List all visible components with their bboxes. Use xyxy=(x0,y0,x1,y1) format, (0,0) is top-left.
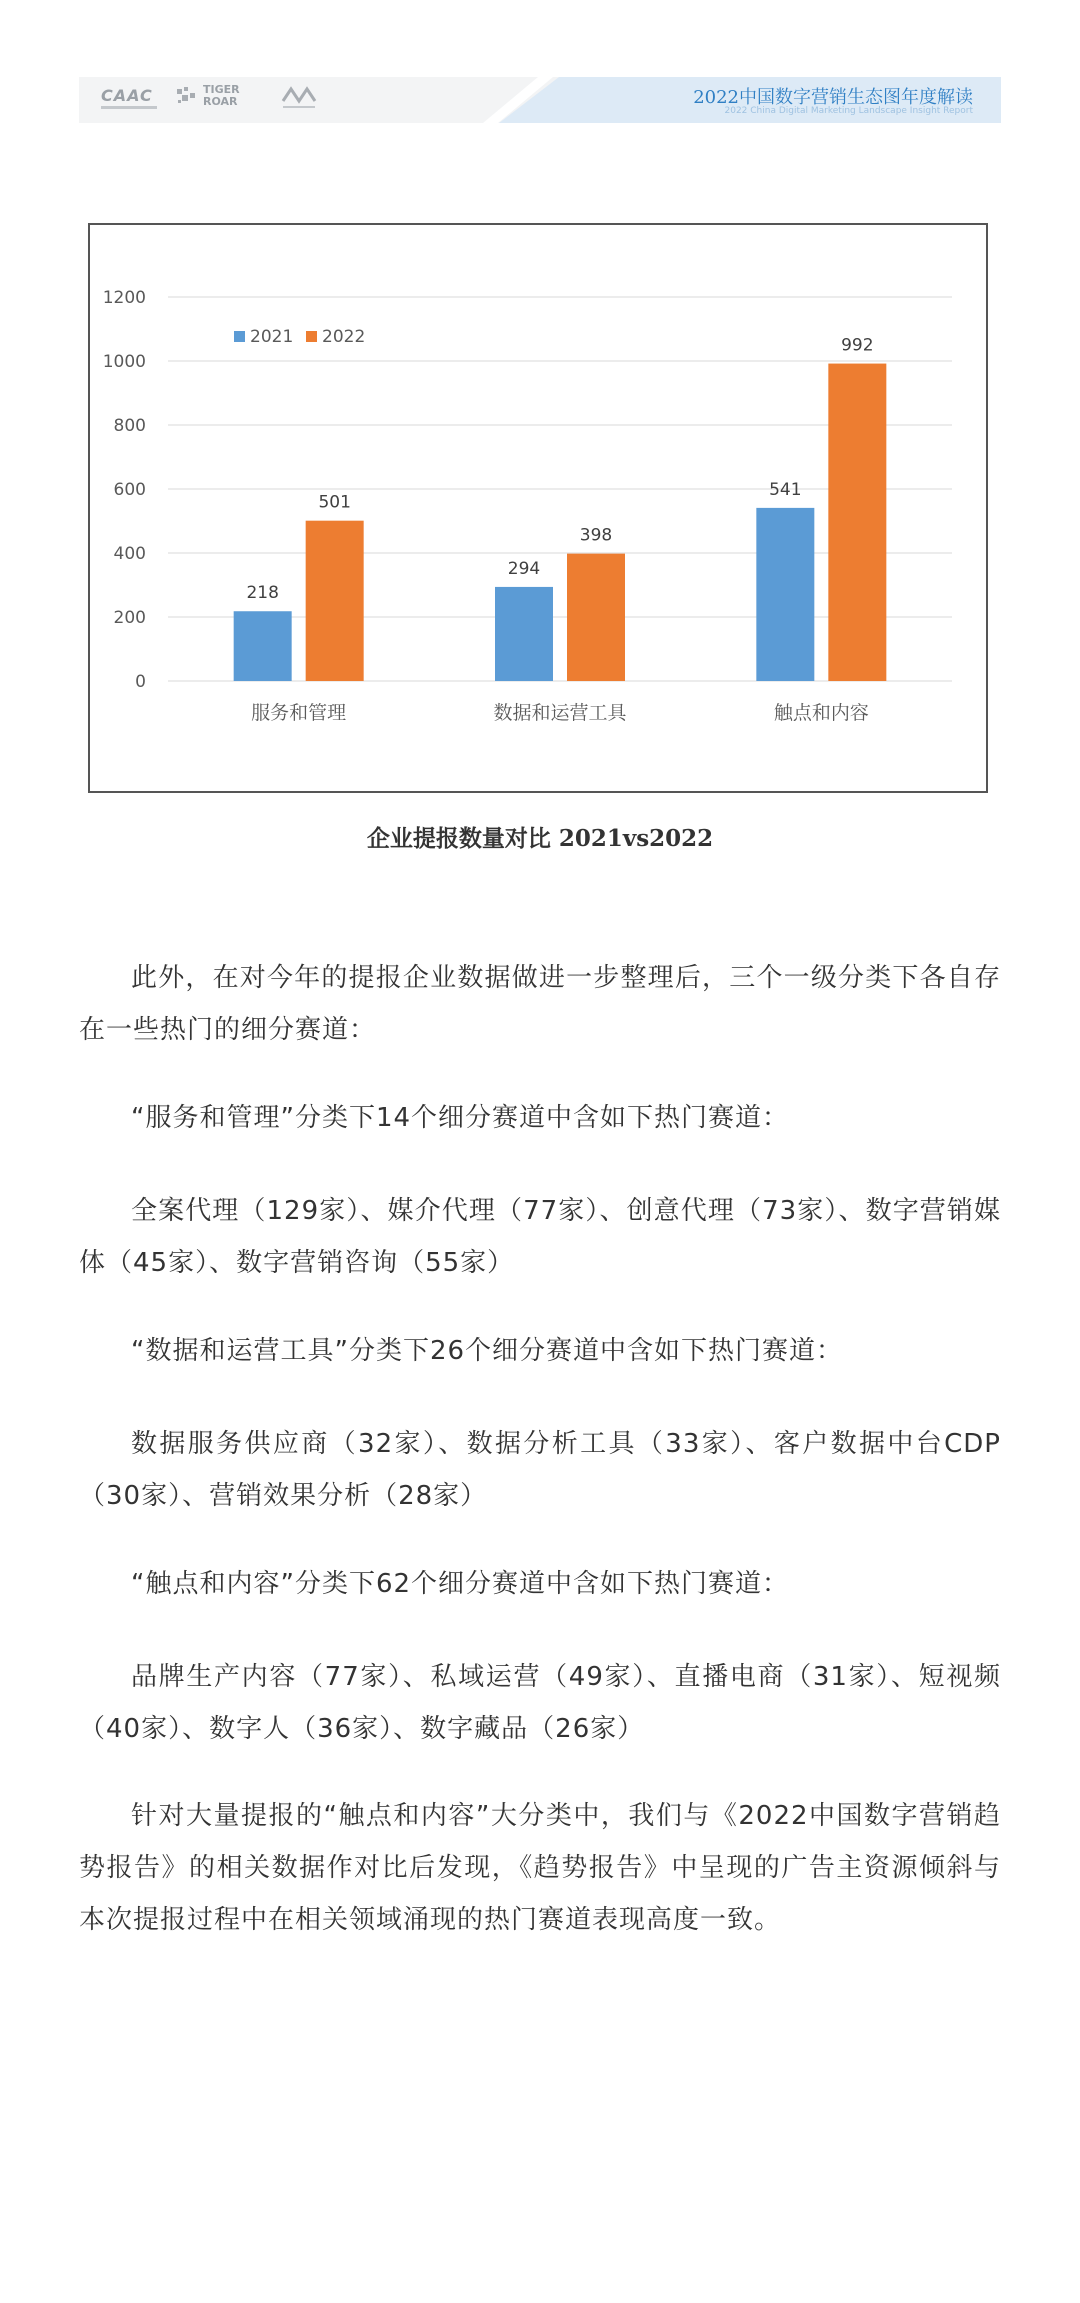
caac-logo-underline xyxy=(101,106,157,109)
paragraph-service-list: 全案代理（129家）、媒介代理（77家）、创意代理（73家）、数字营销媒体（45家）、数字营销咨询（55家） xyxy=(79,1196,1001,1278)
data-label: 501 xyxy=(318,492,351,513)
legend-swatch xyxy=(306,331,317,342)
y-tick-label: 400 xyxy=(113,544,146,564)
banner-title: 2022中国数字营销生态图年度解读 xyxy=(693,87,973,108)
data-label: 398 xyxy=(579,525,613,546)
bar-chart-svg xyxy=(90,225,986,791)
bar-2021-1 xyxy=(495,587,553,681)
tiger-roar-logo-text xyxy=(203,84,240,108)
paragraph-touch-list: 品牌生产内容（77家）、私域运营（49家）、直播电商（31家）、短视频（40家）、数字人（36家）、数字藏品（26家） xyxy=(79,1662,1001,1744)
partner-logo-icon xyxy=(279,83,319,113)
tiger-logo-line1: TIGER xyxy=(203,83,240,96)
tiger-logo-line2: ROAR xyxy=(203,95,238,108)
bar-chart xyxy=(88,223,988,793)
paragraph-data-heading: “数据和运营工具”分类下26个细分赛道中含如下热门赛道： xyxy=(131,1336,844,1366)
bar-2021-0 xyxy=(234,611,292,681)
y-tick-label: 1200 xyxy=(102,288,146,308)
data-label: 541 xyxy=(769,479,802,500)
bar-2021-2 xyxy=(756,508,814,681)
x-tick-label: 服务和管理 xyxy=(251,702,347,724)
y-tick-label: 1000 xyxy=(102,352,146,372)
paragraph-data-list: 数据服务供应商（32家）、数据分析工具（33家）、客户数据中台CDP（30家）、营销效果分析（28家） xyxy=(79,1429,1001,1511)
paragraph-service-heading: “服务和管理”分类下14个细分赛道中含如下热门赛道： xyxy=(131,1103,790,1133)
x-tick-label: 数据和运营工具 xyxy=(493,702,627,724)
chart-caption: 企业提报数量对比 2021vs2022 xyxy=(366,825,714,852)
x-tick-label: 触点和内容 xyxy=(773,702,869,724)
legend-swatch xyxy=(234,331,245,342)
caac-logo: CAAC xyxy=(101,86,153,105)
data-label: 992 xyxy=(841,335,874,356)
bar-2022-0 xyxy=(306,521,364,681)
y-tick-label: 800 xyxy=(113,416,146,436)
banner-subtitle: 2022 China Digital Marketing Landscape Insight Report xyxy=(724,106,973,116)
y-tick-label: 600 xyxy=(113,480,146,500)
y-tick-label: 0 xyxy=(135,672,146,692)
tiger-roar-logo-icon xyxy=(175,85,199,109)
header-banner xyxy=(79,77,1001,123)
legend-label: 2021 xyxy=(250,327,294,347)
data-label: 218 xyxy=(246,583,279,604)
paragraph-touch-heading: “触点和内容”分类下62个细分赛道中含如下热门赛道： xyxy=(131,1569,790,1599)
legend-label: 2022 xyxy=(322,327,366,347)
paragraph-intro: 此外，在对今年的提报企业数据做进一步整理后，三个一级分类下各自存在一些热门的细分赛道： xyxy=(79,963,1001,1045)
y-tick-label: 200 xyxy=(113,608,146,628)
paragraph-conclusion: 针对大量提报的“触点和内容”大分类中，我们与《2022中国数字营销趋势报告》的相关数据作对比后发现，《趋势报告》中呈现的广告主资源倾斜与本次提报过程中在相关领域涌现的热门赛道表现高度一致。 xyxy=(79,1801,1001,1935)
bar-2022-2 xyxy=(828,364,886,681)
bar-2022-1 xyxy=(567,554,625,681)
data-label: 294 xyxy=(507,558,541,579)
